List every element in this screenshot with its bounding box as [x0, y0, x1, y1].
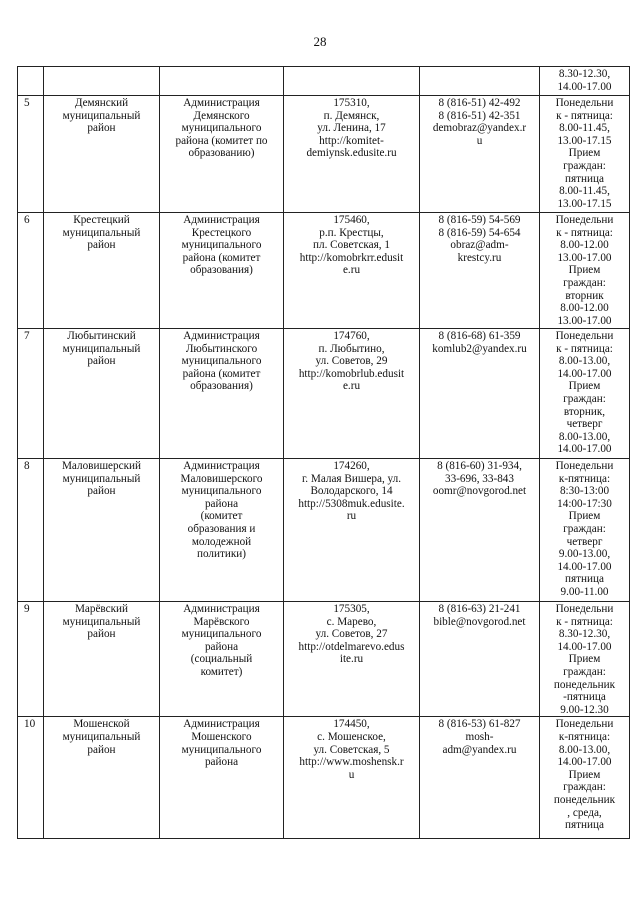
row-number: 8	[18, 459, 44, 602]
contacts-cell: 8 (816-63) 21-241 bible@novgorod.net	[420, 602, 540, 717]
table-row	[18, 213, 630, 329]
district-cell: Марёвский муниципальный район	[44, 602, 160, 717]
row-number	[18, 67, 44, 96]
organization-cell: Администрация Марёвского муниципального района (социальный комитет)	[160, 602, 284, 717]
organization-cell: Администрация Крестецкого муниципального района (комитет образования)	[160, 213, 284, 329]
address-cell: 175460, р.п. Крестцы, пл. Советская, 1 http://komobrkrr.edusit e.ru	[284, 213, 420, 329]
hours-cell: Понедельни к - пятница: 8.30-12.30, 14.00-17.00 Прием граждан: понедельник -пятница 9.00-12.30	[540, 602, 630, 717]
address-cell: 175310, п. Демянск, ул. Ленина, 17 http://komitet- demiynsk.edusite.ru	[284, 96, 420, 213]
address-cell	[284, 67, 420, 96]
hours-cell: Понедельни к-пятница: 8:30-13:00 14:00-17:30 Прием граждан: четверг 9.00-13.00, 14.00-17.00 пятница 9.00-11.00	[540, 459, 630, 602]
organization-cell: Администрация Мошенского муниципального района	[160, 717, 284, 839]
contacts-cell: 8 (816-59) 54-569 8 (816-59) 54-654 obraz@adm- krestcy.ru	[420, 213, 540, 329]
table-row	[18, 67, 630, 96]
page-number: 28	[313, 34, 327, 49]
contacts-cell: 8 (816-53) 61-827 mosh- adm@yandex.ru	[420, 717, 540, 839]
district-cell: Маловишерский муниципальный район	[44, 459, 160, 602]
district-cell: Демянский муниципальный район	[44, 96, 160, 213]
organization-cell: Администрация Любытинского муниципального района (комитет образования)	[160, 329, 284, 459]
contacts-cell: 8 (816-68) 61-359 komlub2@yandex.ru	[420, 329, 540, 459]
address-cell: 174450, с. Мошенское, ул. Советская, 5 http://www.moshensk.r u	[284, 717, 420, 839]
hours-cell: Понедельни к - пятница: 8.00-13.00, 14.00-17.00 Прием граждан: вторник, четверг 8.00-13.00, 14.00-17.00	[540, 329, 630, 459]
organization-cell: Администрация Маловишерского муниципального района (комитет образования и молодежной политики)	[160, 459, 284, 602]
address-cell: 174260, г. Малая Вишера, ул. Володарского, 14 http://5308muk.edusite. ru	[284, 459, 420, 602]
hours-cell: Понедельни к-пятница: 8.00-13.00, 14.00-17.00 Прием граждан: понедельник , среда, пятница	[540, 717, 630, 839]
table-row	[18, 459, 630, 602]
contacts-cell: 8 (816-51) 42-492 8 (816-51) 42-351 demobraz@yandex.r u	[420, 96, 540, 213]
district-cell: Мошенской муниципальный район	[44, 717, 160, 839]
hours-cell: 8.30-12.30, 14.00-17.00	[540, 67, 630, 96]
contacts-cell: 8 (816-60) 31-934, 33-696, 33-843 oomr@novgorod.net	[420, 459, 540, 602]
district-cell: Любытинский муниципальный район	[44, 329, 160, 459]
contacts-cell	[420, 67, 540, 96]
organization-cell: Администрация Демянского муниципального района (комитет по образованию)	[160, 96, 284, 213]
address-cell: 174760, п. Любытино, ул. Советов, 29 http://komobrlub.edusit e.ru	[284, 329, 420, 459]
row-number: 10	[18, 717, 44, 839]
row-number: 7	[18, 329, 44, 459]
organization-cell	[160, 67, 284, 96]
table-row	[18, 329, 630, 459]
row-number: 6	[18, 213, 44, 329]
table-row	[18, 602, 630, 717]
district-cell: Крестецкий муниципальный район	[44, 213, 160, 329]
address-cell: 175305, с. Марево, ул. Советов, 27 http://otdelmarevo.edus ite.ru	[284, 602, 420, 717]
table-row	[18, 717, 630, 839]
hours-cell: Понедельни к - пятница: 8.00-12.00 13.00-17.00 Прием граждан: вторник 8.00-12.00 13.00-17.00	[540, 213, 630, 329]
district-cell	[44, 67, 160, 96]
institutions-table	[17, 66, 630, 839]
hours-cell: Понедельни к - пятница: 8.00-11.45, 13.00-17.15 Прием граждан: пятница 8.00-11.45, 13.00-17.15	[540, 96, 630, 213]
row-number: 5	[18, 96, 44, 213]
row-number: 9	[18, 602, 44, 717]
table-row	[18, 96, 630, 213]
